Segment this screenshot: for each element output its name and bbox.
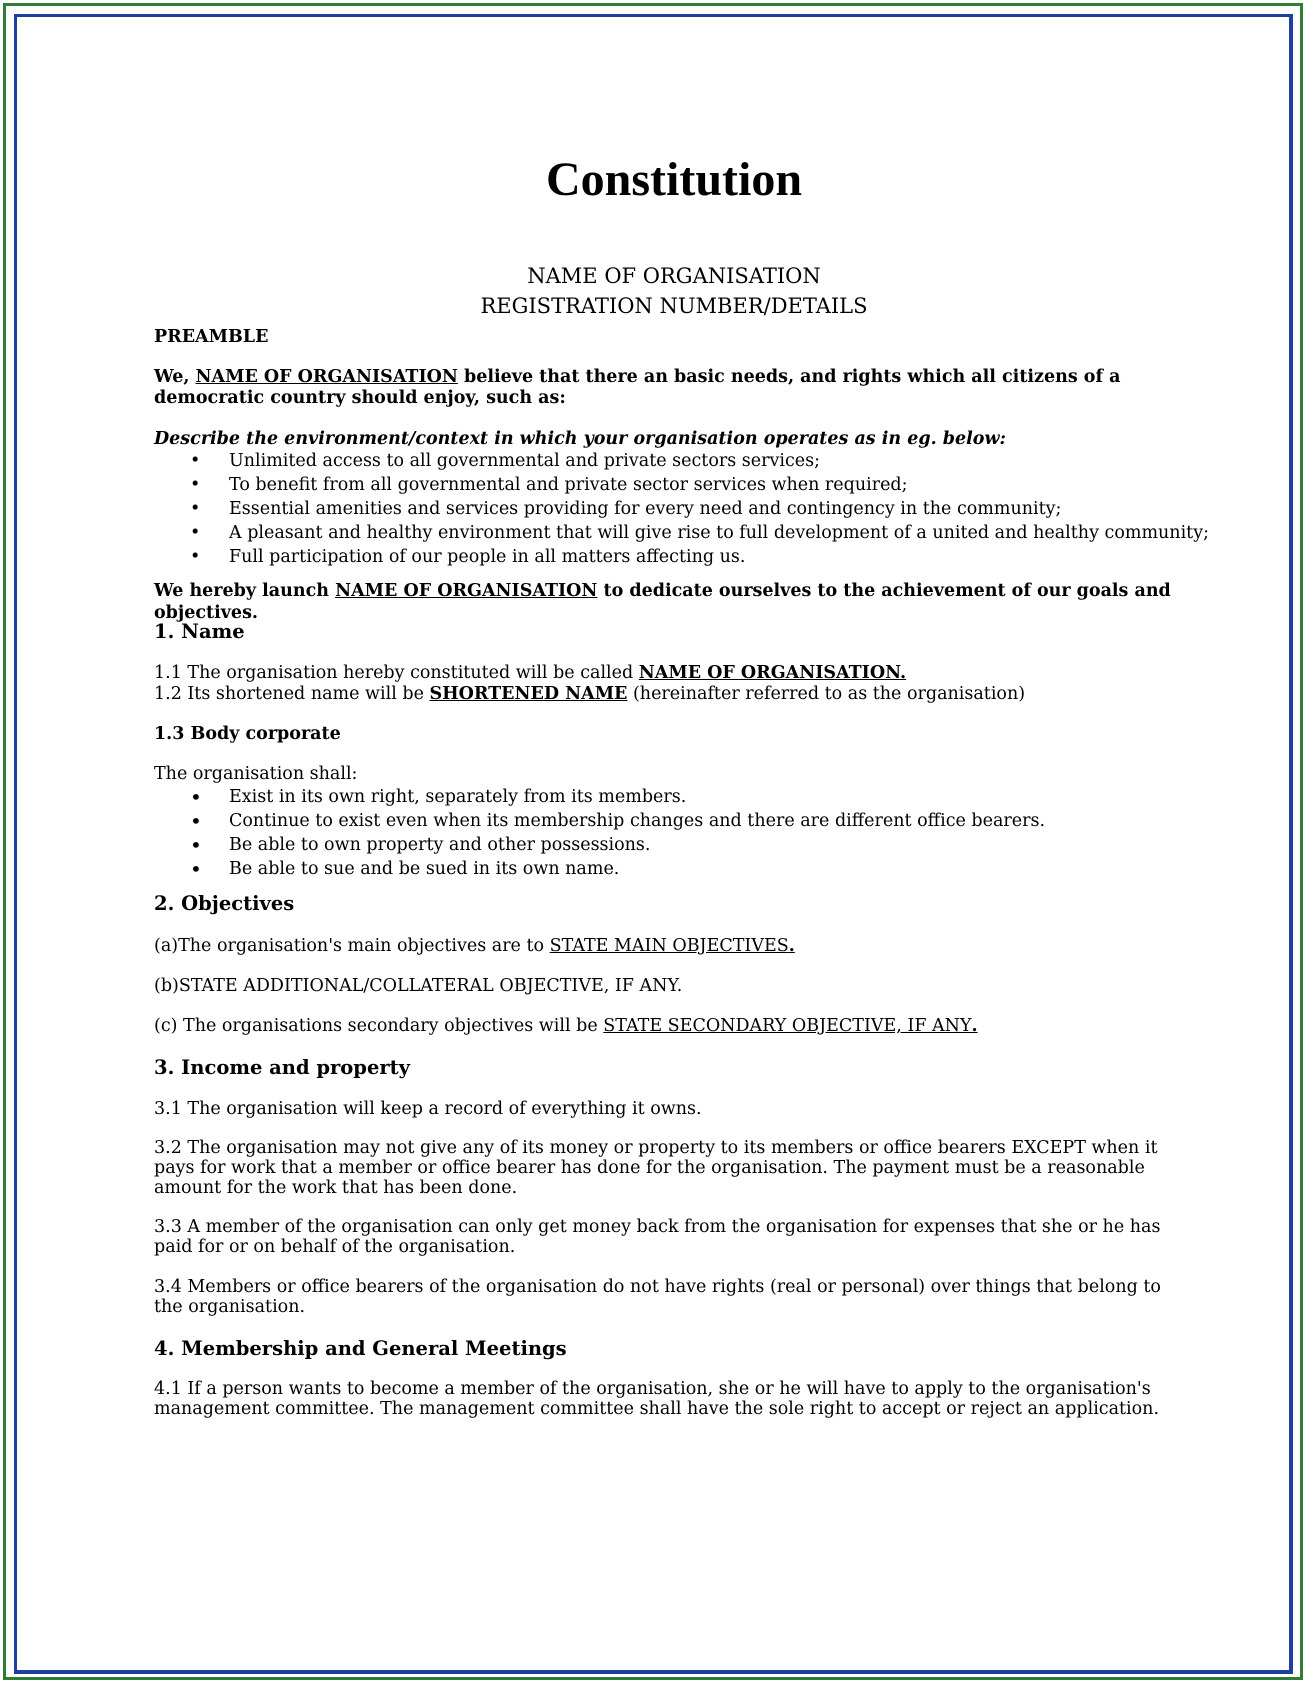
clause-4-1: 4.1 If a person wants to become a member of the organisation, she or he will have to apply to the organisation's management committee. The management committee shall have the sole right to accept or reject an application. [154,1379,1160,1419]
list-item: • Continue to exist even when its membership changes and there are different office bearers. [190,809,1046,833]
section-1-lines [154,663,1194,705]
clause-1-1-org: NAME OF ORGANISATION. [638,663,907,683]
main-objectives-placeholder: STATE MAIN OBJECTIVES [549,936,789,956]
list-item: • Exist in its own right, separately from its members. [190,785,687,809]
preamble-org-name: NAME OF ORGANISATION [195,367,458,387]
section-4-heading: 4. Membership and General Meetings [154,1337,567,1360]
org-name: NAME OF ORGANISATION [527,264,821,288]
clause-3-2: 3.2 The organisation may not give any of its money or property to its members or office bearers EXCEPT when it pays for work that a member or office bearer has done for the organisation. The payment must be a reasonable amount for the work that has been done. [154,1138,1158,1198]
clause-1-1: 1.1 The organisation hereby constituted will be called NAME OF ORGANISATION. [154,663,907,683]
document-title: Constitution [545,153,803,206]
clause-1-2: 1.2 Its shortened name will be SHORTENED NAME (hereinafter referred to as the organisation) [154,684,1026,704]
launch-org-name: NAME OF ORGANISATION [335,581,598,601]
preamble-text-rest: believe that there an basic needs, and rights which all citizens of a democratic country should enjoy, such as: [154,367,1121,408]
list-item: • Essential amenities and services providing for every need and contingency in the community; [190,499,1062,519]
objective-a: (a)The organisation's main objectives are to STATE MAIN OBJECTIVES. [154,936,795,956]
list-item: • Be able to own property and other possessions. [190,833,651,857]
context-instruction: Describe the environment/context in which your organisation operates as in eg. below: [154,429,1006,449]
org-heading [154,261,1194,321]
body-corporate-list [154,785,1194,881]
clause-3-3: 3.3 A member of the organisation can only get money back from the organisation for expenses that she or he has paid for or on behalf of the organisation. [154,1217,1161,1257]
list-item: • Be able to sue and be sued in its own name. [190,857,620,881]
list-item: • To benefit from all governmental and private sector services when required; [190,475,908,495]
preamble-bullet-list [154,449,1209,569]
clause-3-4: 3.4 Members or office bearers of the organisation do not have rights (real or personal) over things that belong to the organisation. [154,1277,1161,1317]
preamble-text: We, [154,367,196,387]
list-item: • Unlimited access to all governmental and private sectors services; [190,451,821,471]
list-item: • A pleasant and healthy environment that will give rise to full development of a united and healthy community; [190,523,1209,543]
preamble-paragraph [154,367,1194,409]
preamble-heading: PREAMBLE [154,327,269,347]
objective-c: (c) The organisations secondary objectives will be STATE SECONDARY OBJECTIVE, IF ANY. [154,1016,978,1036]
shortened-name: SHORTENED NAME [429,684,628,704]
body-corporate-heading: 1.3 Body corporate [154,724,341,744]
launch-statement: We hereby launch NAME OF ORGANISATION to dedicate ourselves to the achievement of our goals and objectives. [154,581,1171,623]
objective-b: (b)STATE ADDITIONAL/COLLATERAL OBJECTIVE, IF ANY. [154,976,683,996]
section-3-heading: 3. Income and property [154,1056,410,1079]
section-2-heading: 2. Objectives [154,892,295,915]
list-item: • Full participation of our people in all matters affecting us. [190,547,746,567]
clause-3-1: 3.1 The organisation will keep a record of everything it owns. [154,1099,702,1119]
registration-details: REGISTRATION NUMBER/DETAILS [480,294,868,318]
document-page [14,14,1293,1674]
secondary-objectives-placeholder: STATE SECONDARY OBJECTIVE, IF ANY [603,1016,972,1036]
section-1-heading: 1. Name [154,620,245,643]
body-corporate-intro: The organisation shall: [154,764,358,784]
